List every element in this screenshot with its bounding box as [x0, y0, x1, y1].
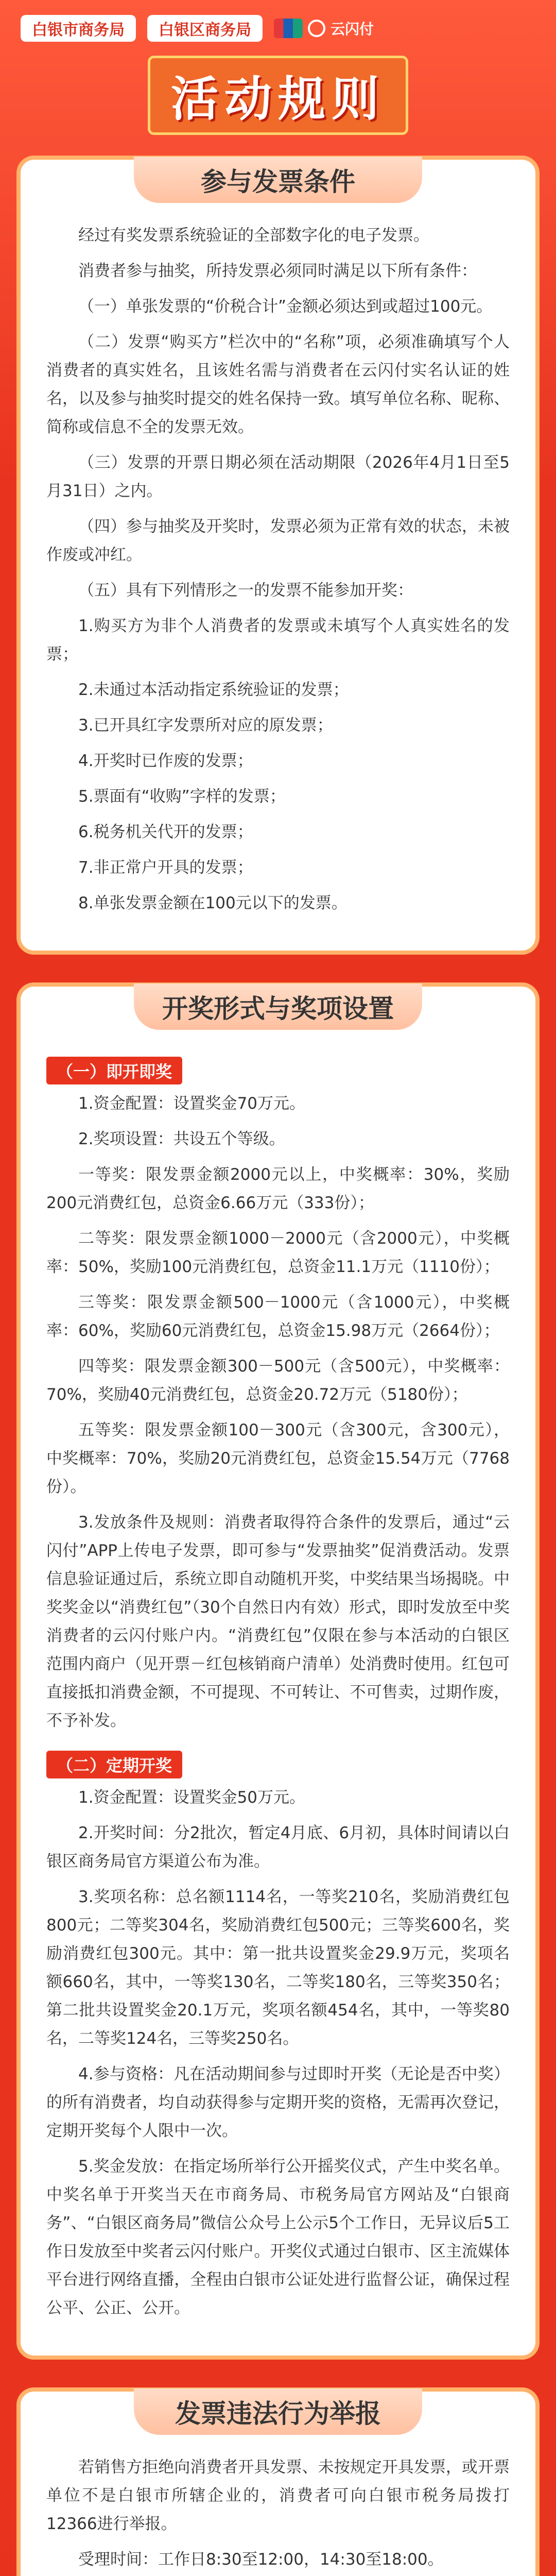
paragraph: 1.资金配置：设置奖金50万元。 [78, 1788, 306, 1807]
section-title: 开奖形式与奖项设置 [134, 984, 422, 1030]
unionpay-logo [274, 18, 374, 39]
paragraph: 4.参与资格：凡在活动期间参与过即时开奖（无论是否中奖）的所有消费者，均自动获得参与定期开奖的资格，无需再次登记，定期开奖每个人限中一次。 [46, 2065, 510, 2140]
paragraph: 8.单张发票金额在100元以下的发票。 [78, 894, 348, 912]
paragraph: 2.奖项设置：共设五个等级。 [78, 1130, 285, 1148]
cloud-pay-icon [308, 20, 325, 37]
paragraph: （二）发票“购买方”栏次中的“名称”项，必须准确填写个人消费者的真实姓名，且该姓名需与消费者在云闪付实名认证的姓名，以及参与抽奖时提交的姓名保持一致。填写单位名称、昵称、简称或信息不全的发票无效。 [46, 333, 510, 436]
paragraph: 二等奖：限发票金额1000－2000元（含2000元），中奖概率：50%，奖励100元消费红包，总资金11.1万元（1110份）； [46, 1229, 510, 1276]
section-title: 发票违法行为举报 [134, 2388, 422, 2435]
paragraph: 2.未通过本活动指定系统验证的发票； [78, 681, 349, 699]
logo-bar [0, 0, 556, 57]
paragraph: 3.已开具红字发票所对应的原发票； [78, 716, 333, 735]
paragraph: （五）具有下列情形之一的发票不能参加开奖： [78, 581, 413, 600]
section-report [21, 2392, 535, 2576]
cloud-pay-label: 云闪付 [331, 21, 374, 38]
paragraph: 5.票面有“收购”字样的发票； [78, 787, 286, 806]
logo-baiyin-district: 白银区商务局 [147, 15, 263, 42]
paragraph: 受理时间：工作日8:30至12:00，14:30至18:00。 [78, 2550, 444, 2569]
paragraph: 四等奖：限发票金额300－500元（含500元），中奖概率：70%，奖励40元消费红包，总资金20.72万元（5180份）； [46, 1357, 510, 1404]
page-title: 活动规则 [148, 56, 408, 135]
paragraph: 2.开奖时间：分2批次，暂定4月底、6月初，具体时间请以白银区商务局官方渠道公布为准。 [46, 1824, 510, 1871]
paragraph: 4.开奖时已作废的发票； [78, 752, 253, 770]
paragraph: 三等奖：限发票金额500－1000元（含1000元），中奖概率：60%，奖励60元消费红包，总资金15.98万元（2664份）； [46, 1293, 510, 1340]
paragraph: 若销售方拒绝向消费者开具发票、未按规定开具发票，或开票单位不是白银市所辖企业的，消费者可向白银市税务局拨打12366进行举报。 [46, 2458, 510, 2533]
unionpay-icon [274, 19, 303, 38]
paragraph: （一）单张发票的“价税合计”金额必须达到或超过100元。 [78, 297, 493, 316]
paragraph: 消费者参与抽奖，所持发票必须同时满足以下所有条件： [78, 262, 477, 280]
paragraph: 1.购买方为非个人消费者的发票或未填写个人真实姓名的发票； [46, 617, 510, 664]
hero-banner [0, 57, 556, 134]
section-invoice-conditions [21, 160, 535, 951]
paragraph: 5.奖金发放：在指定场所举行公开摇奖仪式，产生中奖名单。中奖名单于开奖当天在市商务局、市税务局官方网站及“白银商务”、“白银区商务局”微信公众号上公示5个工作日，无异议后5工作日发放至中奖者云闪付账户。开奖仪式通过白银市、区主流媒体平台进行网络直播，全程由白银市公证处进行监督公证，确保过程公平、公正、公开。 [46, 2157, 510, 2317]
paragraph: 3.奖项名称：总名额1114名，一等奖210名，奖励消费红包800元；二等奖304名，奖励消费红包500元；三等奖600名，奖励消费红包300元。其中：第一批共设置奖金29.9万元，奖项名额660名，其中，一等奖130名，二等奖180名，三等奖350名；第二批共设置奖金20.1万元，奖项名额454名，其中，一等奖80名，二等奖124名，三等奖250名。 [46, 1888, 510, 2048]
paragraph: （四）参与抽奖及开奖时，发票必须为正常有效的状态，未被作废或冲红。 [46, 517, 510, 564]
paragraph: 7.非正常户开具的发票； [78, 858, 253, 877]
section-draw-format [21, 987, 535, 2355]
subsection-tag-scheduled: （二）定期开奖 [46, 1751, 182, 1778]
section-title: 参与发票条件 [134, 157, 422, 203]
paragraph: 3.发放条件及规则：消费者取得符合条件的发票后，通过“云闪付”APP上传电子发票，即可参与“发票抽奖”促消费活动。发票信息验证通过后，系统立即自动随机开奖，中奖结果当场揭晓。中奖奖金以“消费红包”（30个自然日内有效）形式，即时发放至中奖消费者的云闪付账户内。“消费红包”仅限在参与本活动的白银区范围内商户（见开票－红包核销商户清单）处消费时使用。红包可直接抵扣消费金额，不可提现、不可转让、不可售卖，过期作废，不予补发。 [46, 1513, 510, 1730]
logo-baiyin-city: 白银市商务局 [21, 15, 136, 42]
paragraph: 一等奖：限发票金额2000元以上，中奖概率：30%，奖励200元消费红包，总资金6.66万元（333份）； [46, 1165, 510, 1212]
paragraph: 6.税务机关代开的发票； [78, 823, 253, 841]
paragraph: 1.资金配置：设置奖金70万元。 [78, 1094, 306, 1113]
paragraph: 经过有奖发票系统验证的全部数字化的电子发票。 [78, 226, 429, 245]
paragraph: （三）发票的开票日期必须在活动期限（2026年4月1日至5月31日）之内。 [46, 453, 510, 500]
subsection-tag-instant: （一）即开即奖 [46, 1057, 182, 1084]
paragraph: 五等奖：限发票金额100－300元（含300元，含300元），中奖概率：70%，奖励20元消费红包，总资金15.54万元（7768份）。 [46, 1421, 510, 1496]
